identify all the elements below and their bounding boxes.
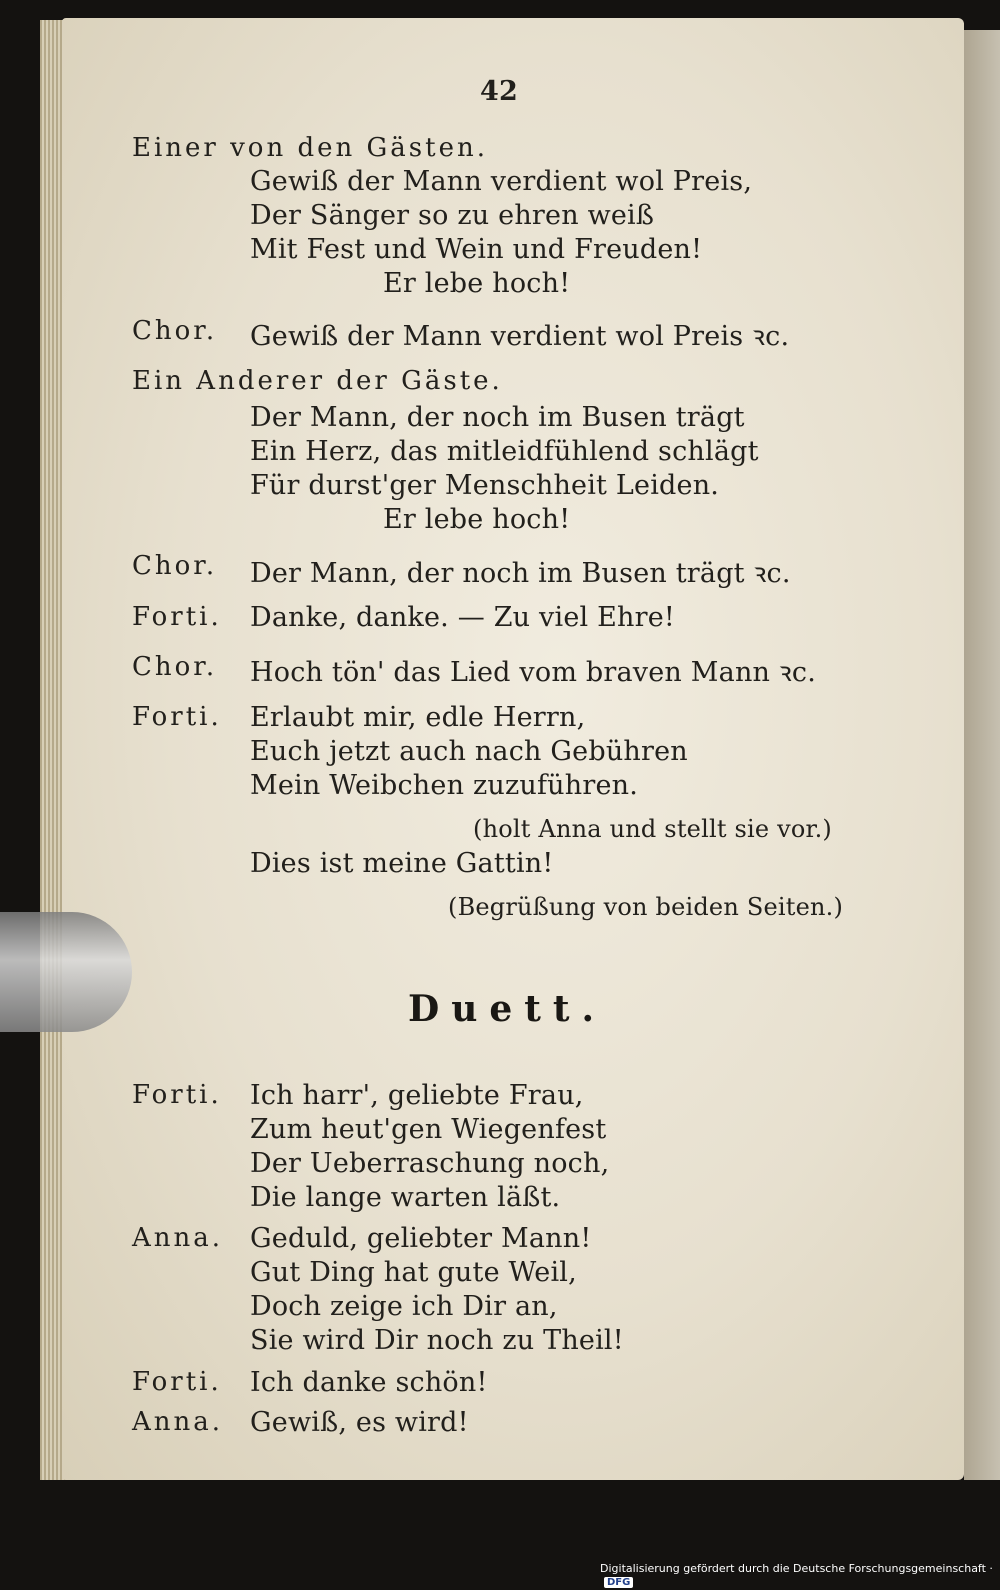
verse-line: Die lange warten läßt. — [250, 1182, 561, 1213]
verse-line: Gewiß der Mann verdient wol Preis ꝛc. — [250, 321, 790, 352]
next-page-edge — [964, 30, 1000, 1480]
speaker-label: Forti. — [132, 1080, 222, 1110]
dfg-logo: DFG — [604, 1577, 633, 1588]
verse-line: Der Sänger so zu ehren weiß — [250, 200, 655, 231]
verse-line: Der Ueberraschung noch, — [250, 1148, 610, 1179]
speaker-label: Forti. — [132, 1367, 222, 1397]
verse-line: Gewiß der Mann verdient wol Preis, — [250, 166, 753, 197]
speaker-label: Chor. — [132, 551, 218, 581]
verse-line: Ich harr', geliebte Frau, — [250, 1080, 584, 1111]
verse-line: Sie wird Dir noch zu Theil! — [250, 1325, 624, 1356]
verse-line: Mein Weibchen zuzuführen. — [250, 770, 638, 801]
verse-line: Der Mann, der noch im Busen trägt — [250, 402, 745, 433]
verse-line: Geduld, geliebter Mann! — [250, 1223, 592, 1254]
footer-text: Digitalisierung gefördert durch die Deutsche Forschungsgemeinschaft · — [600, 1562, 993, 1575]
verse-line: Ein Herz, das mitleidfühlend schlägt — [250, 436, 759, 467]
speaker-label: Ein Anderer der Gäste. — [132, 366, 503, 396]
verse-line: Für durst'ger Menschheit Leiden. — [250, 470, 720, 501]
verse-line: Ich danke schön! — [250, 1367, 488, 1398]
verse-line: Erlaubt mir, edle Herrn, — [250, 702, 586, 733]
verse-line: Hoch tön' das Lied vom braven Mann ꝛc. — [250, 657, 817, 688]
verse-line: Zum heut'gen Wiegenfest — [250, 1114, 607, 1145]
verse-line: Der Mann, der noch im Busen trägt ꝛc. — [250, 558, 791, 589]
speaker-label: Chor. — [132, 652, 218, 682]
speaker-label: Anna. — [132, 1407, 224, 1437]
speaker-label: Einer von den Gästen. — [132, 133, 488, 163]
speaker-label: Anna. — [132, 1223, 224, 1253]
stage-direction: (holt Anna und stellt sie vor.) — [473, 815, 832, 843]
verse-line: Gut Ding hat gute Weil, — [250, 1257, 577, 1288]
verse-line: Er lebe hoch! — [383, 268, 571, 299]
stage-direction: (Begrüßung von beiden Seiten.) — [448, 893, 844, 921]
speaker-label: Chor. — [132, 316, 218, 346]
verse-line: Dies ist meine Gattin! — [250, 848, 554, 879]
speaker-label: Forti. — [132, 602, 222, 632]
verse-line: Gewiß, es wird! — [250, 1407, 469, 1438]
footer-credit — [600, 1562, 1000, 1588]
verse-line: Euch jetzt auch nach Gebühren — [250, 736, 688, 767]
page-number: 42 — [480, 76, 518, 107]
speaker-label: Forti. — [132, 702, 222, 732]
verse-line: Danke, danke. — Zu viel Ehre! — [250, 602, 675, 633]
verse-line: Er lebe hoch! — [383, 504, 571, 535]
section-heading: Duett. — [408, 988, 607, 1030]
verse-line: Mit Fest und Wein und Freuden! — [250, 234, 703, 265]
page-clip — [0, 912, 132, 1032]
verse-line: Doch zeige ich Dir an, — [250, 1291, 558, 1322]
